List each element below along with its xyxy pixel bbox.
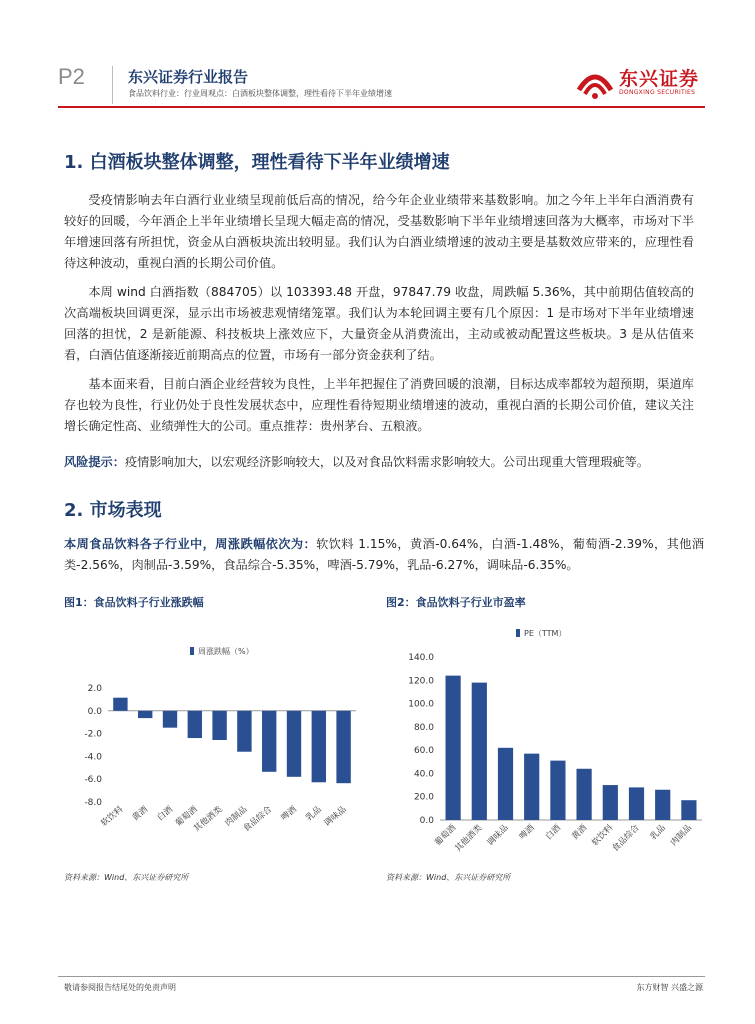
section1-paragraph-3: 基本面来看，目前白酒企业经营较为良性，上半年把握住了消费回暖的浪潮，目标达成率都较为超预期，渠道库存也较为良性，行业仍处于良性发展状态中，应理性看待短期业绩增速的波动，重视白酒的长期公司价值，建议关注增长确定性高、业绩弹性大的公司。重点推荐：贵州茅台、五粮液。: [64, 377, 694, 433]
x-tick-label: 白酒: [543, 823, 564, 843]
bar: [446, 676, 461, 820]
bar: [113, 698, 127, 711]
risk-text: 疫情影响加大，以宏观经济影响较大，以及对食品饮料需求影响较大。公司出现重大管理瑕疵等。: [124, 455, 649, 469]
subsector-pe-chart: [386, 614, 706, 864]
x-tick-label: 黄酒: [130, 804, 151, 824]
legend-swatch: [516, 629, 520, 637]
section2-heading: 2. 市场表现: [64, 500, 162, 521]
x-tick-label: 调味品: [485, 823, 511, 849]
y-tick-label: 100.0: [408, 699, 434, 710]
x-tick-label: 肉制品: [223, 804, 250, 829]
bar: [312, 711, 326, 782]
bar: [336, 711, 350, 783]
y-tick-label: 140.0: [408, 653, 434, 663]
x-tick-label: 啤酒: [517, 823, 537, 843]
bar: [655, 790, 670, 820]
y-tick-label: 40.0: [413, 769, 434, 780]
market-text: 软饮料 1.15%，黄酒-0.64%，白酒-1.48%，葡萄酒-2.39%，其他酒类-2.56%，肉制品-3.59%，食品综合-5.35%，啤酒-5.79%，乳品-6.27%，调味品-6.35%。: [64, 537, 705, 572]
legend-label: 周涨跌幅（%）: [198, 647, 254, 656]
bar: [163, 711, 177, 728]
figure1-source: 资料来源：Wind、东兴证券研究所: [64, 873, 189, 882]
y-tick-label: 120.0: [408, 676, 434, 687]
subsector-change-chart: [64, 614, 364, 864]
header-divider: [112, 66, 113, 104]
legend-label: PE（TTM）: [524, 629, 567, 638]
x-tick-label: 其他酒类: [453, 823, 485, 855]
bar: [498, 748, 513, 820]
bar: [629, 787, 644, 820]
footer-slogan: 东方财智 兴盛之源: [636, 983, 703, 992]
bar: [262, 711, 276, 772]
figure1-title: 图1：食品饮料子行业涨跌幅: [64, 596, 204, 609]
footer-rule: [58, 976, 705, 977]
bar: [577, 769, 592, 820]
bar: [603, 785, 618, 820]
x-tick-label: 食品综合: [610, 823, 642, 855]
x-tick-label: 肉制品: [668, 823, 695, 849]
y-tick-label: 60.0: [413, 746, 434, 757]
x-tick-label: 调味品: [322, 804, 349, 829]
bar: [681, 800, 696, 820]
y-tick-label: -8.0: [84, 798, 102, 808]
report-type: 东兴证券行业报告: [128, 68, 249, 86]
bar: [287, 711, 301, 777]
x-tick-label: 乳品: [648, 823, 668, 843]
legend-swatch: [190, 647, 194, 655]
logo-text-cn: 东兴证券: [619, 68, 700, 90]
y-tick-label: 2.0: [87, 684, 102, 694]
bar: [212, 711, 226, 740]
bar: [550, 761, 565, 820]
section1-paragraph-2: 本周 wind 白酒指数（884705）以 103393.48 开盘，97847.79 收盘，周跌幅 5.36%，其中前期估值较高的次高端板块回调更深，显示出市场被悲观情绪笼罩。我们认为本轮回调主要有几个原因：1 是市场对下半年业绩增速回落的担忧，2 是新能源、科技板块上涨效应下，大量资金从消费流出，主动或被动配置这些板块。3 是从估值来看，白酒估值逐渐接近前期高点的位置，市场有一部分资金获利了结。: [64, 285, 694, 362]
logo-mark-icon: [575, 62, 615, 102]
x-tick-label: 软饮料: [99, 804, 126, 829]
section1-heading: 1. 白酒板块整体调整，理性看待下半年业绩增速: [64, 152, 450, 173]
x-tick-label: 啤酒: [279, 804, 299, 824]
logo-text-en: DONGXING SECURITIES: [619, 89, 696, 96]
y-tick-label: -4.0: [84, 752, 102, 763]
market-summary: [64, 534, 704, 576]
x-tick-label: 白酒: [155, 804, 175, 824]
bar: [138, 711, 152, 718]
x-tick-label: 其他酒类: [192, 804, 225, 835]
x-tick-label: 葡萄酒: [173, 804, 200, 829]
y-tick-label: 20.0: [413, 792, 434, 803]
company-logo: [575, 62, 705, 104]
figure2-source: 资料来源：Wind、东兴证券研究所: [386, 873, 511, 882]
y-tick-label: 0.0: [419, 816, 434, 826]
y-tick-label: -2.0: [84, 729, 102, 740]
risk-warning: [64, 452, 704, 473]
bar: [524, 754, 539, 820]
section1-paragraph-1: 受疫情影响去年白酒行业业绩呈现前低后高的情况，给今年企业业绩带来基数影响。加之今年上半年白酒消费有较好的回暖，今年酒企上半年业绩增长呈现大幅走高的情况，受基数影响下半年业绩增速回落为大概率，市场对下半年增速回落有所担忧，资金从白酒板块流出较明显。我们认为白酒业绩增速的波动主要是基数效应带来的，应理性看待这种波动，重视白酒的长期公司价值。: [64, 193, 694, 270]
y-tick-label: 0.0: [87, 706, 102, 717]
footer-disclaimer: 敬请参阅报告结尾处的免责声明: [64, 983, 176, 992]
bar: [472, 683, 487, 820]
report-subtitle: 食品饮料行业：行业周观点：白酒板块整体调整，理性看待下半年业绩增速: [128, 89, 392, 98]
page-header: [0, 0, 755, 110]
x-tick-label: 软饮料: [590, 823, 616, 849]
y-tick-label: 80.0: [413, 722, 434, 733]
x-tick-label: 黄酒: [570, 823, 590, 843]
market-lead: 本周食品饮料各子行业中，周涨跌幅依次为：: [64, 537, 317, 551]
risk-label: 风险提示：: [64, 455, 125, 469]
x-tick-label: 食品综合: [241, 804, 275, 835]
figure2-title: 图2：食品饮料子行业市盈率: [386, 596, 526, 609]
y-tick-label: -6.0: [84, 775, 102, 786]
page-number: P2: [58, 64, 85, 89]
x-tick-label: 葡萄酒: [433, 823, 459, 849]
bar: [188, 711, 202, 738]
bar: [237, 711, 251, 752]
header-rule: [58, 106, 705, 108]
x-tick-label: 乳品: [304, 804, 324, 824]
